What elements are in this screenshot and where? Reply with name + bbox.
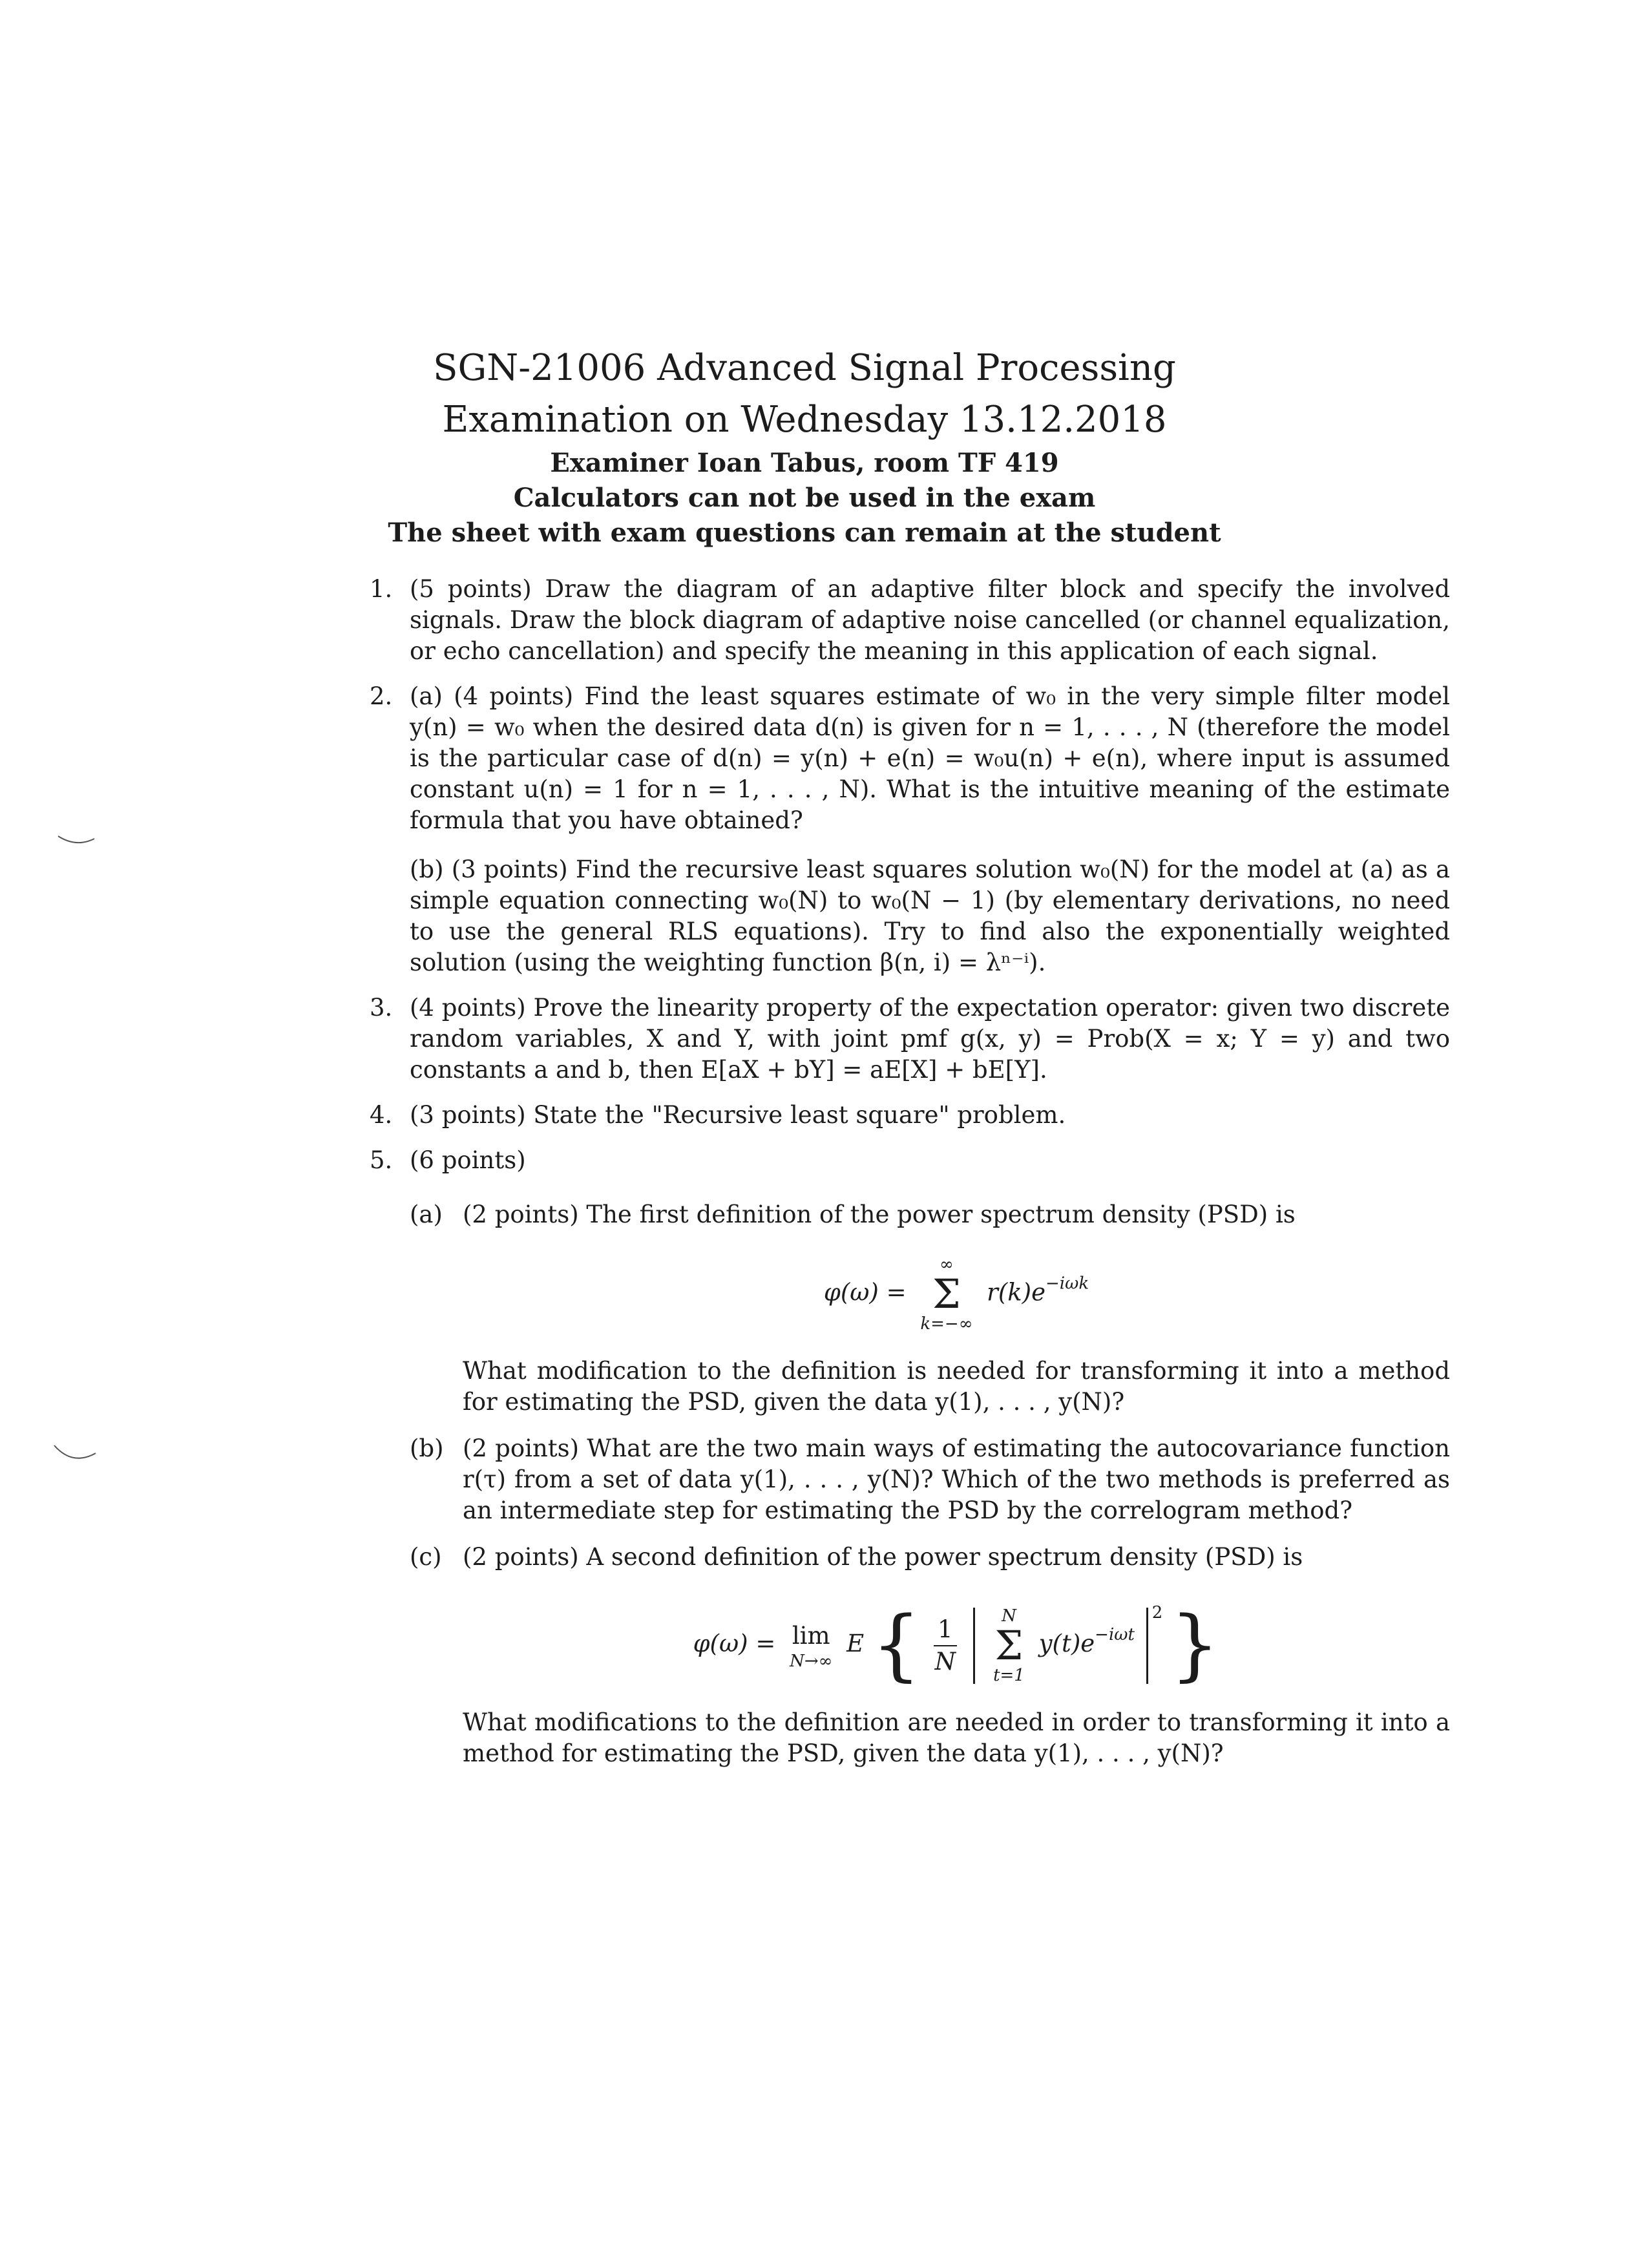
question-number: 2. xyxy=(370,682,393,710)
calculators-line: Calculators can not be used in the exam xyxy=(513,483,1096,513)
eq-power: 2 xyxy=(1151,1603,1163,1622)
psd-equation-2 xyxy=(463,1597,1450,1690)
question-number: 1. xyxy=(370,575,393,603)
sub-text: (2 points) What are the two main ways of estimating the autocovariance function r(τ) from a set of data y(1), . . . , y(N)? Which of the two methods is preferred as an intermediate step for estimating the PSD by the correlogram method? xyxy=(463,1434,1450,1524)
right-brace: } xyxy=(1170,1600,1220,1690)
sum-sign: Σ xyxy=(994,1621,1024,1669)
question-number: 5. xyxy=(370,1146,393,1174)
eq-term: r(k)e xyxy=(987,1278,1046,1307)
question-text: (4 points) Prove the linearity property of the expectation operator: given two discrete random variables, X and Y, with joint pmf g(x, y) = Prob(X = x; Y = y) and two constants a and b, then E[aX + bY] = aE[X] + bE[Y]. xyxy=(410,994,1450,1084)
scan-mark-lower xyxy=(53,1444,98,1470)
eq-exponent: −iωk xyxy=(1045,1274,1089,1294)
lim-subscript: N→∞ xyxy=(790,1651,833,1671)
sub-text-after: What modifications to the definition are needed in order to transforming it into a method for estimating the PSD, given the data y(1), . . . , y(N)? xyxy=(463,1708,1450,1767)
question-number: 4. xyxy=(370,1101,393,1129)
question-2b-text: (b) (3 points) Find the recursive least squares solution w₀(N) for the model at (a) as a simple equation connecting w₀(N) to w₀(N − 1) (by elementary derivations, no need to use the general RLS equations). Try to find also the exponentially weighted solution (using the weighting function β(n, i) = λⁿ⁻ⁱ). xyxy=(410,856,1450,976)
sub-label: (c) xyxy=(410,1543,442,1571)
exam-date-title: Examination on Wednesday 13.12.2018 xyxy=(442,399,1167,441)
eq-exponent: −iωt xyxy=(1095,1625,1135,1644)
question-text: (3 points) State the "Recursive least square" problem. xyxy=(410,1101,1066,1129)
limit-operator xyxy=(790,1621,832,1671)
frac-denominator: N xyxy=(934,1647,956,1675)
sum-lower: t=1 xyxy=(993,1665,1025,1685)
question-5a xyxy=(410,1199,1450,1418)
question-5 xyxy=(370,1145,1450,1769)
exam-header xyxy=(388,342,1221,551)
question-list xyxy=(370,574,1450,1783)
question-3 xyxy=(370,992,1450,1086)
question-5c xyxy=(410,1542,1450,1769)
eq-lhs: φ(ω) = xyxy=(693,1630,776,1657)
question-2a-text: (a) (4 points) Find the least squares estimate of w₀ in the very simple filter model y(n) = w₀ when the desired data d(n) is given for n = 1, . . . , N (therefore the model is the particular case of d(n) = y(n) + e(n) = w₀u(n) + e(n), where input is assumed constant u(n) = 1 for n = 1, . . . , N). What is the intuitive meaning of the estimate formula that you have obtained? xyxy=(410,682,1450,834)
abs-bar-left xyxy=(973,1608,975,1684)
left-brace: { xyxy=(871,1600,921,1690)
course-title: SGN-21006 Advanced Signal Processing xyxy=(433,347,1176,389)
expectation-E: E xyxy=(846,1630,865,1657)
scan-mark-upper xyxy=(57,834,96,853)
question-2 xyxy=(370,681,1450,978)
question-1 xyxy=(370,574,1450,667)
abs-bar-right xyxy=(1146,1608,1148,1684)
examiner-line: Examiner Ioan Tabus, room TF 419 xyxy=(550,448,1059,478)
summation xyxy=(920,1255,972,1334)
sum-lower: k=−∞ xyxy=(920,1314,973,1334)
lim-text: lim xyxy=(792,1621,830,1650)
sub-label: (a) xyxy=(410,1201,443,1228)
summation xyxy=(993,1606,1025,1685)
question-5b xyxy=(410,1433,1450,1526)
sum-upper: ∞ xyxy=(940,1255,954,1274)
sub-text-after: What modification to the definition is needed for transforming it into a method for estimating the PSD, given the data y(1), . . . , y(N)? xyxy=(463,1357,1450,1416)
question-number: 3. xyxy=(370,994,393,1022)
fraction xyxy=(934,1614,957,1677)
sum-upper: N xyxy=(1002,1606,1016,1626)
sub-text: (2 points) The first definition of the power spectrum density (PSD) is xyxy=(463,1201,1296,1228)
psd-equation-1 xyxy=(463,1255,1450,1334)
sub-label: (b) xyxy=(410,1434,444,1462)
sub-text: (2 points) A second definition of the power spectrum density (PSD) is xyxy=(463,1543,1303,1571)
question-4 xyxy=(370,1100,1450,1131)
sheet-line: The sheet with exam questions can remain at the student xyxy=(388,518,1221,548)
eq-lhs: φ(ω) = xyxy=(823,1278,907,1307)
frac-numerator: 1 xyxy=(934,1614,957,1646)
eq-term: y(t)e xyxy=(1038,1630,1095,1657)
question-text: (5 points) Draw the diagram of an adaptive filter block and specify the involved signals. Draw the block diagram of adaptive noise cancelled (or channel equalization, or echo cancellation) and specify the meaning in this application of each signal. xyxy=(410,575,1450,665)
question-text: (6 points) xyxy=(410,1146,526,1174)
sum-sign: Σ xyxy=(932,1270,961,1318)
